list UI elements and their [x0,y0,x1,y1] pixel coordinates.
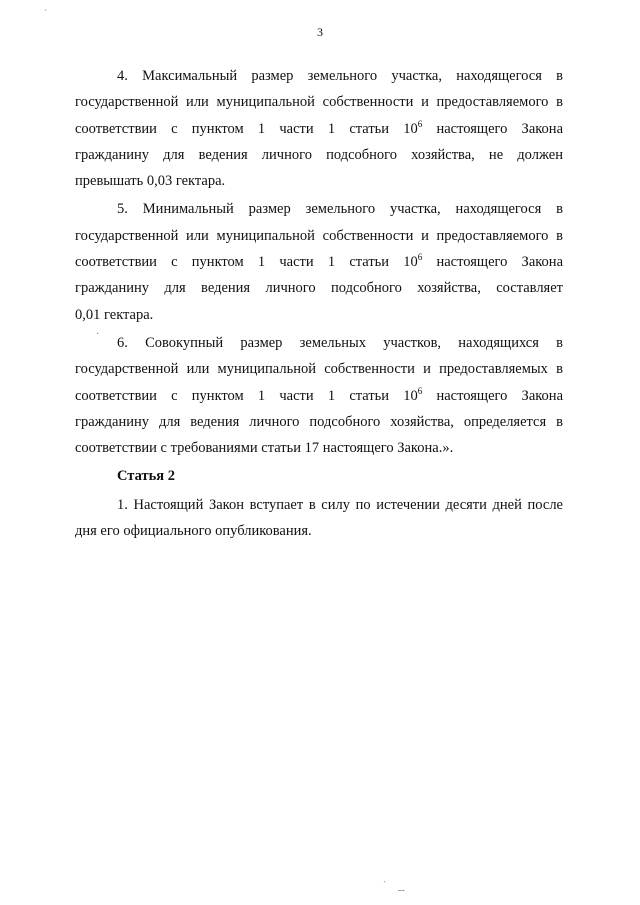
paragraph-item-4 [75,63,563,194]
superscript: 6 [417,252,423,263]
scan-artifact-mark: · [96,329,100,340]
text-line: гражданину для ведения личного подсобного хозяйства, не должен [75,146,563,163]
superscript: 6 [417,118,423,129]
article-heading: Статья 2 [117,468,175,485]
document-body [75,63,563,544]
text-fragment: соответствии с пунктом 1 части 1 статьи 10 [75,254,418,271]
page-number: 3 [317,25,323,39]
text-line: гражданину для ведения личного подсобного хозяйства, составляет [75,280,563,297]
text-line [75,383,563,409]
text-line [75,116,563,142]
text-line: 4. Максимальный размер земельного участка, находящегося в [117,68,563,84]
article-2-paragraph-1 [75,492,563,545]
text-line: гражданину для ведения личного подсобного хозяйства, определяется в [75,413,563,430]
scan-artifact-mark: ˎ [383,872,387,883]
text-line: 5. Минимальный размер земельного участка, находящегося в [117,201,563,218]
text-line: превышать 0,03 гектара. [75,173,226,190]
text-line [75,249,563,275]
text-line: государственной или муниципальной собственности и предоставляемого в [75,94,563,111]
superscript: 6 [417,385,423,396]
text-fragment: соответствии с пунктом 1 части 1 статьи 10 [75,387,418,404]
text-line: 0,01 гектара. [75,306,154,323]
text-line: государственной или муниципальной собственности и предоставляемых в [75,361,563,378]
text-line: дня его официального опубликования. [75,523,312,540]
text-line: 6. Совокупный размер земельных участков, находящихся в [117,334,563,351]
scan-artifact-mark: ´ [44,9,48,20]
text-fragment: настоящего Закона [422,120,564,137]
text-fragment: соответствии с пунктом 1 части 1 статьи 10 [75,120,418,137]
paragraph-item-6 [75,330,563,461]
text-line: соответствии с требованиями статьи 17 настоящего Закона.». [75,440,454,457]
text-line: 1. Настоящий Закон вступает в силу по истечении десяти дней после [117,496,563,513]
scan-artifact-mark: -- [398,885,405,896]
paragraph-item-5 [75,196,563,327]
text-fragment: настоящего Закона [422,254,564,271]
text-fragment: настоящего Закона [422,387,564,404]
text-line: государственной или муниципальной собственности и предоставляемого в [75,227,563,244]
